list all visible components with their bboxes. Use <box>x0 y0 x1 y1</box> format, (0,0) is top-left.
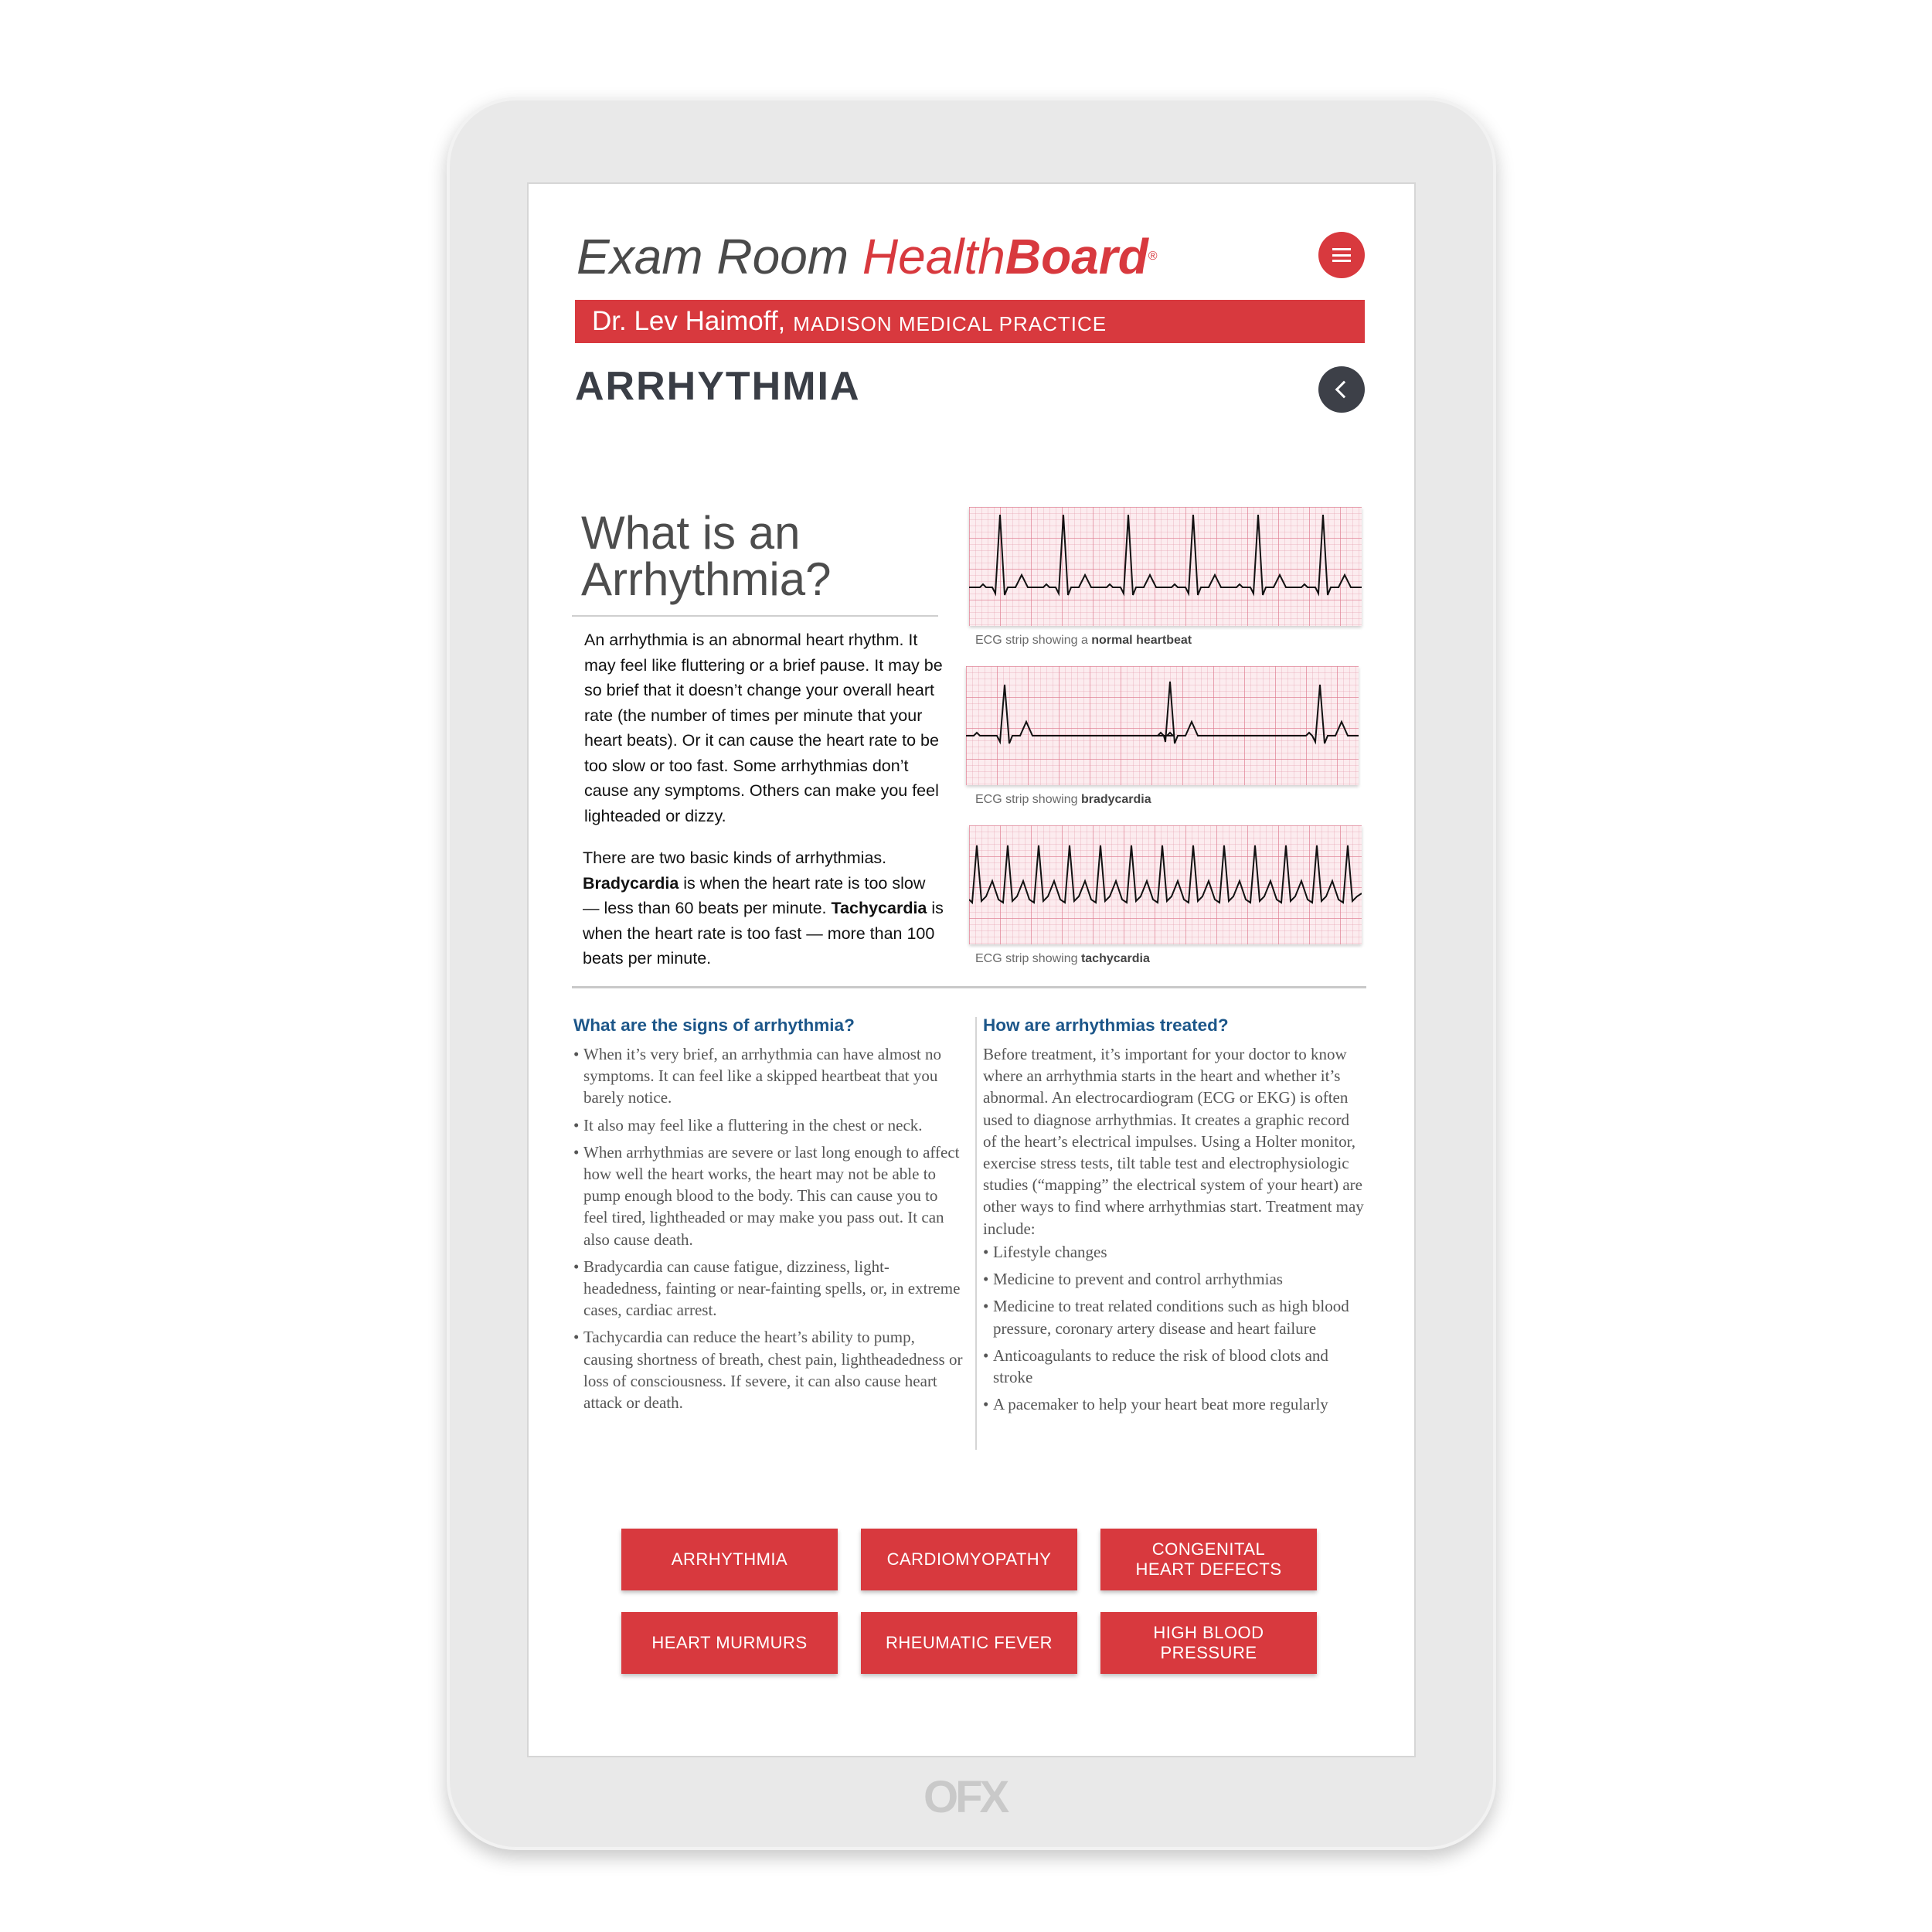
kinds-paragraph <box>583 845 946 971</box>
ecg-strip-bradycardia <box>966 666 1359 785</box>
list-item: • Bradycardia can cause fatigue, dizziness, light-headedness, fainting or near-fainting spells, or, in extreme cases, cardiac arrest. <box>573 1256 963 1321</box>
device-logo: OFX <box>923 1772 1007 1822</box>
list-item: • When it’s very brief, an arrhythmia can have almost no symptoms. It can feel like a skipped heartbeat that you barely notice. <box>573 1043 963 1109</box>
ecg-caption-normal <box>975 634 1192 648</box>
nav-button-rheumatic-fever[interactable]: RHEUMATIC FEVER <box>861 1612 1077 1674</box>
treatment-paragraph: Before treatment, it’s important for your doctor to know where an arrhythmia starts in the heart and whether it’s abnormal. An electrocardiogram (ECG or EKG) is often used to diagnose arrhythmias. It creates a graphic record of the heart’s electrical impulses. Using a Holter monitor, exercise stress tests, tilt table test and electrophysiologic studies (“mapping” the electrical system of your heart) are other ways to find where arrhythmias start. Treatment may include: <box>983 1045 1364 1238</box>
intro-heading-line1: What is an <box>581 507 801 559</box>
ecg-trace-tachycardia <box>969 825 1362 944</box>
list-item: • It also may feel like a fluttering in the chest or neck. <box>573 1114 963 1136</box>
app-screen <box>529 184 1414 1756</box>
intro-heading <box>581 507 937 605</box>
nav-button-high-blood-pressure[interactable]: HIGH BLOOD PRESSURE <box>1100 1612 1317 1674</box>
menu-icon <box>1332 248 1351 262</box>
list-item: • A pacemaker to help your heart beat more regularly <box>983 1393 1366 1415</box>
list-item: • Anticoagulants to reduce the risk of blood clots and stroke <box>983 1345 1366 1388</box>
practice-banner <box>575 300 1365 343</box>
back-button[interactable] <box>1318 366 1365 413</box>
ecg-strip-tachycardia <box>969 825 1362 944</box>
app-title-board: Board <box>1005 229 1148 284</box>
list-item: • Tachycardia can reduce the heart’s ability to pump, causing shortness of breath, chest pain, lightheadedness or loss of consciousness. If severe, it can also cause heart attack or death. <box>573 1326 963 1413</box>
ecg-caption-bradycardia <box>975 793 1151 807</box>
signs-heading: What are the signs of arrhythmia? <box>573 1015 855 1035</box>
signs-list <box>573 1043 963 1419</box>
ecg-caption-tachycardia-prefix: ECG strip showing <box>975 952 1081 965</box>
heading-divider <box>572 615 938 617</box>
treatment-heading: How are arrhythmias treated? <box>983 1015 1229 1035</box>
ecg-trace-normal <box>969 507 1362 626</box>
list-item: • Lifestyle changes <box>983 1241 1366 1263</box>
practice-name: MADISON MEDICAL PRACTICE <box>793 311 1107 335</box>
ecg-caption-normal-prefix: ECG strip showing a <box>975 634 1092 647</box>
bradycardia-definition: is when the heart rate is too slow — less than 60 beats per minute. <box>583 873 926 917</box>
list-item: • Medicine to prevent and control arrhythmias <box>983 1268 1366 1290</box>
tachycardia-term: Tachycardia <box>831 899 927 917</box>
app-title <box>577 226 1158 287</box>
nav-button-heart-murmurs[interactable]: HEART MURMURS <box>621 1612 838 1674</box>
ecg-caption-tachycardia-term: tachycardia <box>1080 952 1150 965</box>
nav-button-congenital-heart-defects[interactable]: CONGENITAL HEART DEFECTS <box>1100 1529 1317 1590</box>
app-title-health: Health <box>862 229 1005 284</box>
doctor-name: Dr. Lev Haimoff, <box>592 306 786 336</box>
list-item: • When arrhythmias are severe or last long enough to affect how well the heart works, the heart may not be able to pump enough blood to the body. This can cause you to feel tired, lightheaded or may make you pass out. It can also cause death. <box>573 1141 963 1250</box>
registered-mark: ® <box>1148 250 1158 263</box>
nav-button-arrhythmia[interactable]: ARRHYTHMIA <box>621 1529 838 1590</box>
bradycardia-term: Bradycardia <box>583 873 679 893</box>
app-title-exam-room: Exam Room <box>577 229 862 284</box>
menu-button[interactable] <box>1318 232 1365 278</box>
ecg-strip-normal <box>969 507 1362 626</box>
ecg-caption-normal-term: normal heartbeat <box>1091 634 1192 647</box>
list-item: • Medicine to treat related conditions such as high blood pressure, coronary artery disease and heart failure <box>983 1295 1366 1338</box>
ecg-caption-tachycardia <box>975 952 1150 966</box>
tachycardia-definition: is when the heart rate is too fast — more than 100 beats per minute. <box>583 899 944 968</box>
intro-heading-line2: Arrhythmia? <box>581 553 832 605</box>
kinds-lead: There are two basic kinds of arrhythmias. <box>583 849 887 867</box>
ecg-trace-bradycardia <box>966 666 1359 785</box>
intro-paragraph: An arrhythmia is an abnormal heart rhythm. It may feel like fluttering or a brief pause. It may be so brief that it doesn’t change your overall heart rate (the number of times per minute that your heart beats). Or it can cause the heart rate to be too slow or too fast. Some arrhythmias don’t cause any symptoms. Others can make you feel lighteaded or dizzy. <box>584 631 943 825</box>
page-title: ARRHYTHMIA <box>575 364 861 409</box>
treatment-list <box>983 1241 1366 1420</box>
nav-button-cardiomyopathy[interactable]: CARDIOMYOPATHY <box>861 1529 1077 1590</box>
ecg-caption-bradycardia-prefix: ECG strip showing <box>975 793 1081 806</box>
section-divider <box>572 986 1366 988</box>
column-divider <box>975 1017 977 1450</box>
chevron-left-icon <box>1335 381 1353 399</box>
ecg-caption-bradycardia-term: bradycardia <box>1080 793 1151 806</box>
